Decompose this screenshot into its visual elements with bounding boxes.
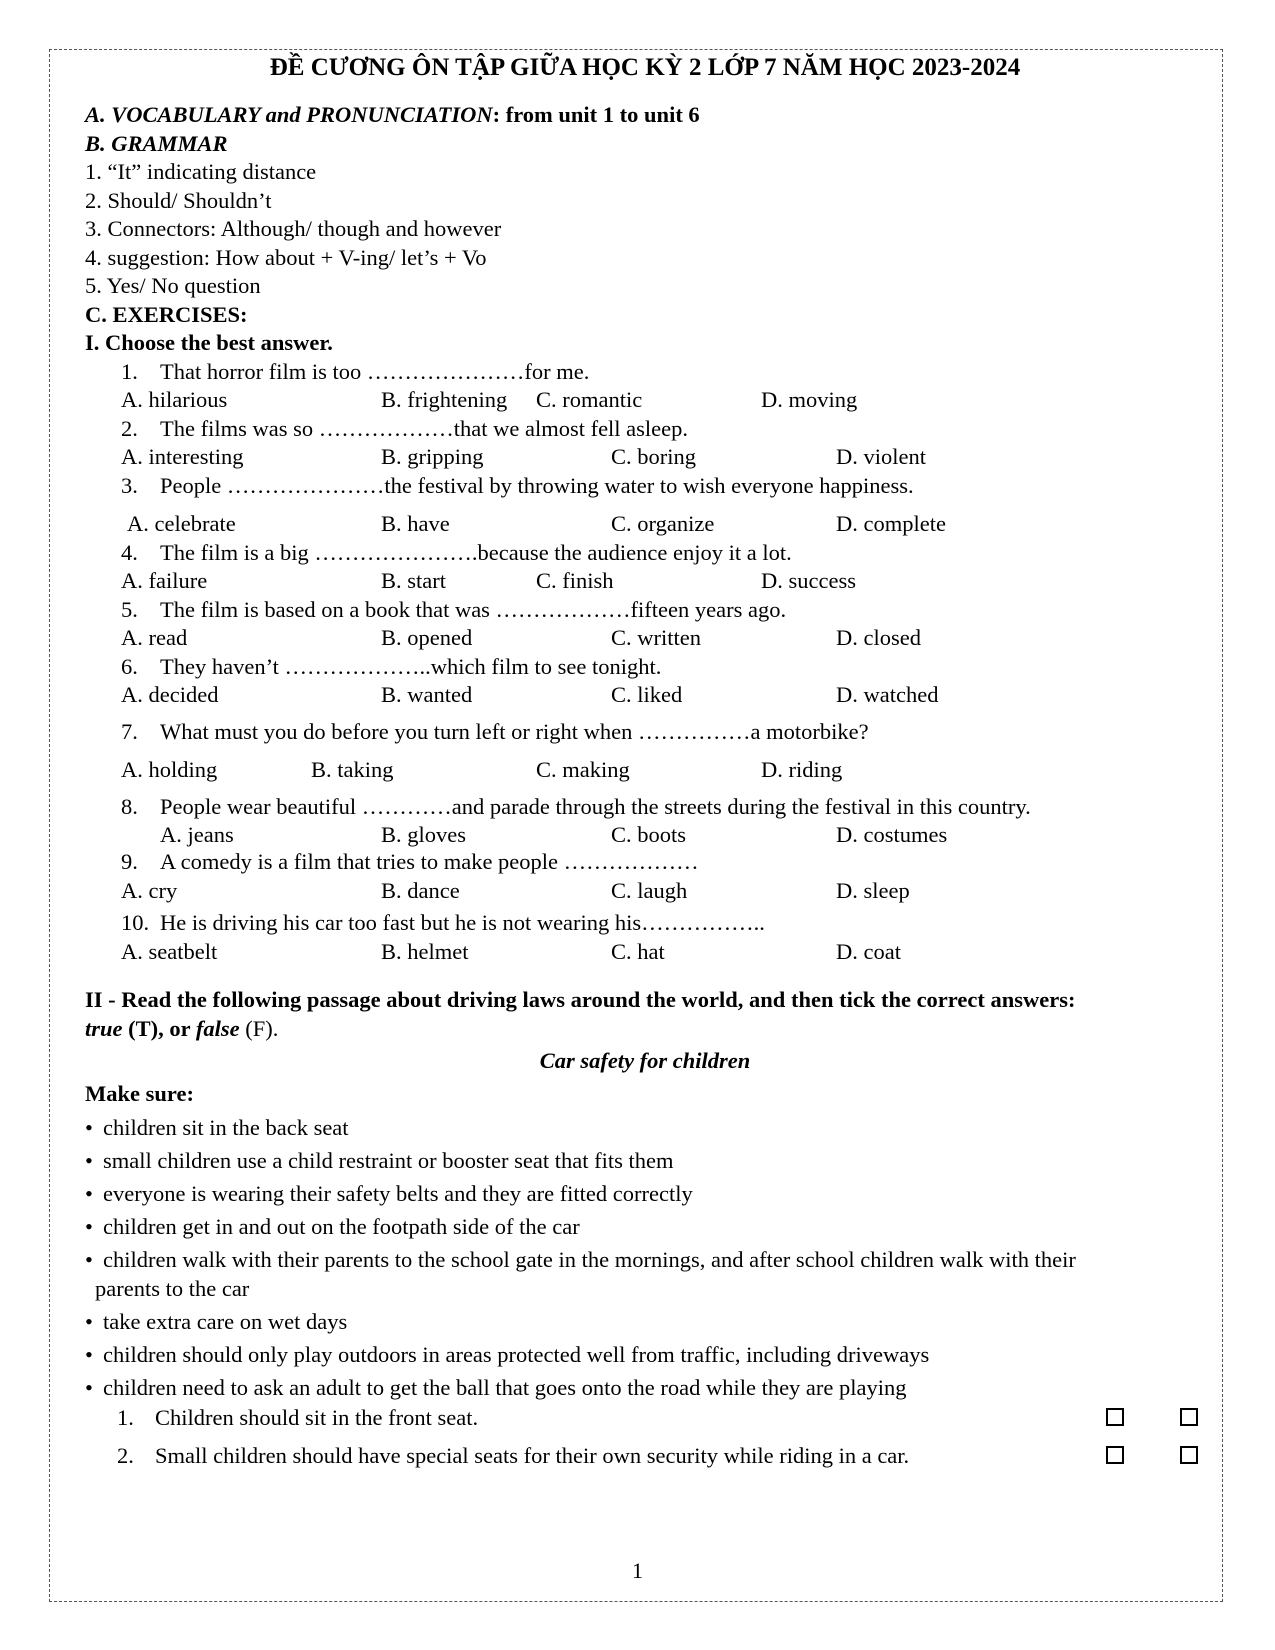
question (85, 718, 1205, 747)
answer-options (85, 821, 1205, 848)
statement-number: 1. (117, 1405, 134, 1430)
option-d: D. complete (836, 511, 946, 536)
answer-options (85, 624, 1205, 653)
grammar-item: 4. suggestion: How about + V-ing/ let’s + Vo (85, 244, 487, 270)
option-d: D. sleep (836, 877, 910, 903)
question-number: 6. (121, 653, 138, 679)
option-d: D. riding (761, 757, 843, 782)
option-d: D. moving (761, 387, 858, 412)
option-a: A. interesting (121, 444, 244, 469)
option-b: B. wanted (381, 682, 473, 707)
document-title: ĐỀ CƯƠNG ÔN TẬP GIỮA HỌC KỲ 2 LỚP 7 NĂM HỌC 2023-2024 (269, 54, 1021, 81)
question (85, 539, 1205, 568)
option-b: B. opened (381, 625, 473, 650)
part2-instruction (85, 1015, 1205, 1044)
true-abbrev: (T), or (122, 1015, 196, 1041)
option-b: B. frightening (381, 387, 508, 412)
list-item-continuation: parents to the car (95, 1276, 250, 1301)
part2-heading: II - Read the following passage about driving laws around the world, and then tick the correct answers: (85, 987, 1076, 1012)
option-d: D. costumes (836, 822, 948, 847)
question (85, 848, 1205, 877)
option-b: B. have (381, 511, 450, 536)
option-a: A. celebrate (127, 511, 236, 536)
question-text: A comedy is a film that tries to make people ……………… (160, 849, 699, 874)
option-a: A. failure (121, 568, 208, 593)
false-abbrev: (F). (239, 1015, 279, 1041)
question-text: He is driving his car too fast but he is not wearing his…………….. (160, 910, 765, 935)
section-a-rest: : from unit 1 to unit 6 (492, 102, 700, 127)
question-number: 2. (121, 415, 138, 441)
answer-options (85, 681, 1205, 710)
question-text: People wear beautiful …………and parade through the streets during the festival in this country. (160, 793, 1031, 819)
option-a: A. hilarious (121, 387, 228, 412)
option-a: A. read (121, 625, 188, 650)
answer-options (85, 386, 1205, 415)
true-word: true (85, 1015, 123, 1041)
answer-options (85, 443, 1205, 472)
question-text: People …………………the festival by throwing water to wish everyone happiness. (160, 472, 914, 498)
question-number: 4. (121, 539, 138, 565)
document-body (85, 52, 1205, 1480)
statement-text: Small children should have special seats for their own security while riding in a car. (155, 1443, 910, 1468)
grammar-item: 1. “It” indicating distance (85, 159, 317, 184)
question-text: That horror film is too …………………for me. (160, 358, 590, 384)
answer-options (85, 510, 1205, 539)
section-c-heading: C. EXERCISES: (85, 301, 248, 327)
question (85, 415, 1205, 444)
option-b: B. dance (381, 877, 460, 903)
false-checkbox[interactable] (1180, 1446, 1198, 1464)
answer-options (85, 938, 1205, 967)
option-b: B. helmet (381, 938, 469, 964)
question-number: 1. (121, 358, 138, 384)
list-item: • children sit in the back seat (85, 1115, 349, 1140)
option-c: C. boots (611, 822, 687, 847)
list-item: • children need to ask an adult to get the ball that goes onto the road while they are playing (85, 1375, 907, 1400)
option-c: C. organize (611, 511, 715, 536)
question (85, 653, 1205, 682)
question-text: What must you do before you turn left or right when ……………a motorbike? (160, 718, 869, 744)
option-a: A. jeans (160, 822, 234, 847)
option-c: C. boring (611, 444, 697, 469)
make-sure-heading: Make sure: (85, 1080, 194, 1106)
question-text: The film is a big ………………….because the audience enjoy it a lot. (160, 539, 792, 565)
false-checkbox[interactable] (1180, 1408, 1198, 1426)
tf-statement (85, 1404, 1205, 1442)
passage-title: Car safety for children (539, 1048, 751, 1073)
question (85, 596, 1205, 625)
section-a-heading: A. VOCABULARY and PRONUNCIATION (85, 102, 493, 127)
option-d: D. watched (836, 682, 939, 707)
option-c: C. finish (536, 568, 614, 593)
section-a (85, 101, 1205, 130)
question-number: 9. (121, 849, 138, 874)
question-number: 5. (121, 596, 138, 622)
section-b-heading: B. GRAMMAR (85, 130, 228, 156)
option-b: B. gloves (381, 822, 467, 847)
list-item: • children walk with their parents to the school gate in the mornings, and after school children walk with their (85, 1247, 1076, 1272)
option-b: B. start (381, 568, 446, 593)
answer-options (85, 756, 1205, 785)
option-c: C. romantic (536, 387, 643, 412)
statement-number: 2. (117, 1443, 134, 1468)
option-c: C. written (611, 625, 701, 650)
grammar-item: 2. Should/ Shouldn’t (85, 187, 272, 213)
question-number: 3. (121, 472, 138, 498)
list-item: • take extra care on wet days (85, 1309, 348, 1334)
grammar-item: 3. Connectors: Although/ though and however (85, 216, 502, 241)
question-number: 10. (121, 910, 150, 935)
option-c: C. making (536, 757, 630, 782)
question (85, 793, 1205, 822)
tf-statement (85, 1442, 1205, 1480)
page-number: 1 (632, 1558, 643, 1583)
option-d: D. coat (836, 938, 901, 964)
answer-options (85, 567, 1205, 596)
list-item: • everyone is wearing their safety belts and they are fitted correctly (85, 1181, 693, 1206)
list-item: • small children use a child restraint or booster seat that fits them (85, 1148, 674, 1173)
option-a: A. seatbelt (121, 938, 218, 964)
list-item: • children should only play outdoors in areas protected well from traffic, including driveways (85, 1342, 930, 1367)
statement-text: Children should sit in the front seat. (155, 1405, 479, 1430)
option-b: B. taking (311, 757, 394, 782)
option-a: A. cry (121, 877, 178, 903)
option-b: B. gripping (381, 444, 484, 469)
question-number: 8. (121, 793, 138, 819)
option-c: C. laugh (611, 877, 688, 903)
true-checkbox[interactable] (1106, 1446, 1124, 1464)
bullet-list (85, 1113, 1205, 1402)
option-a: A. decided (121, 682, 219, 707)
option-d: D. success (761, 568, 856, 593)
question-number: 7. (121, 718, 138, 744)
question (85, 909, 1205, 938)
option-d: D. violent (836, 444, 926, 469)
answer-options (85, 877, 1205, 906)
option-a: A. holding (121, 757, 218, 782)
option-c: C. hat (611, 938, 665, 964)
option-c: C. liked (611, 682, 683, 707)
false-word: false (195, 1015, 240, 1041)
part1-heading: I. Choose the best answer. (85, 330, 333, 355)
option-d: D. closed (836, 625, 921, 650)
true-checkbox[interactable] (1106, 1408, 1124, 1426)
list-item: • children get in and out on the footpath side of the car (85, 1214, 580, 1239)
grammar-item: 5. Yes/ No question (85, 273, 261, 298)
question (85, 472, 1205, 501)
question-text: They haven’t ………………..which film to see tonight. (160, 653, 662, 679)
question-text: The film is based on a book that was ………………fifteen years ago. (160, 596, 787, 622)
question (85, 358, 1205, 387)
question-text: The films was so ………………that we almost fell asleep. (160, 415, 689, 441)
